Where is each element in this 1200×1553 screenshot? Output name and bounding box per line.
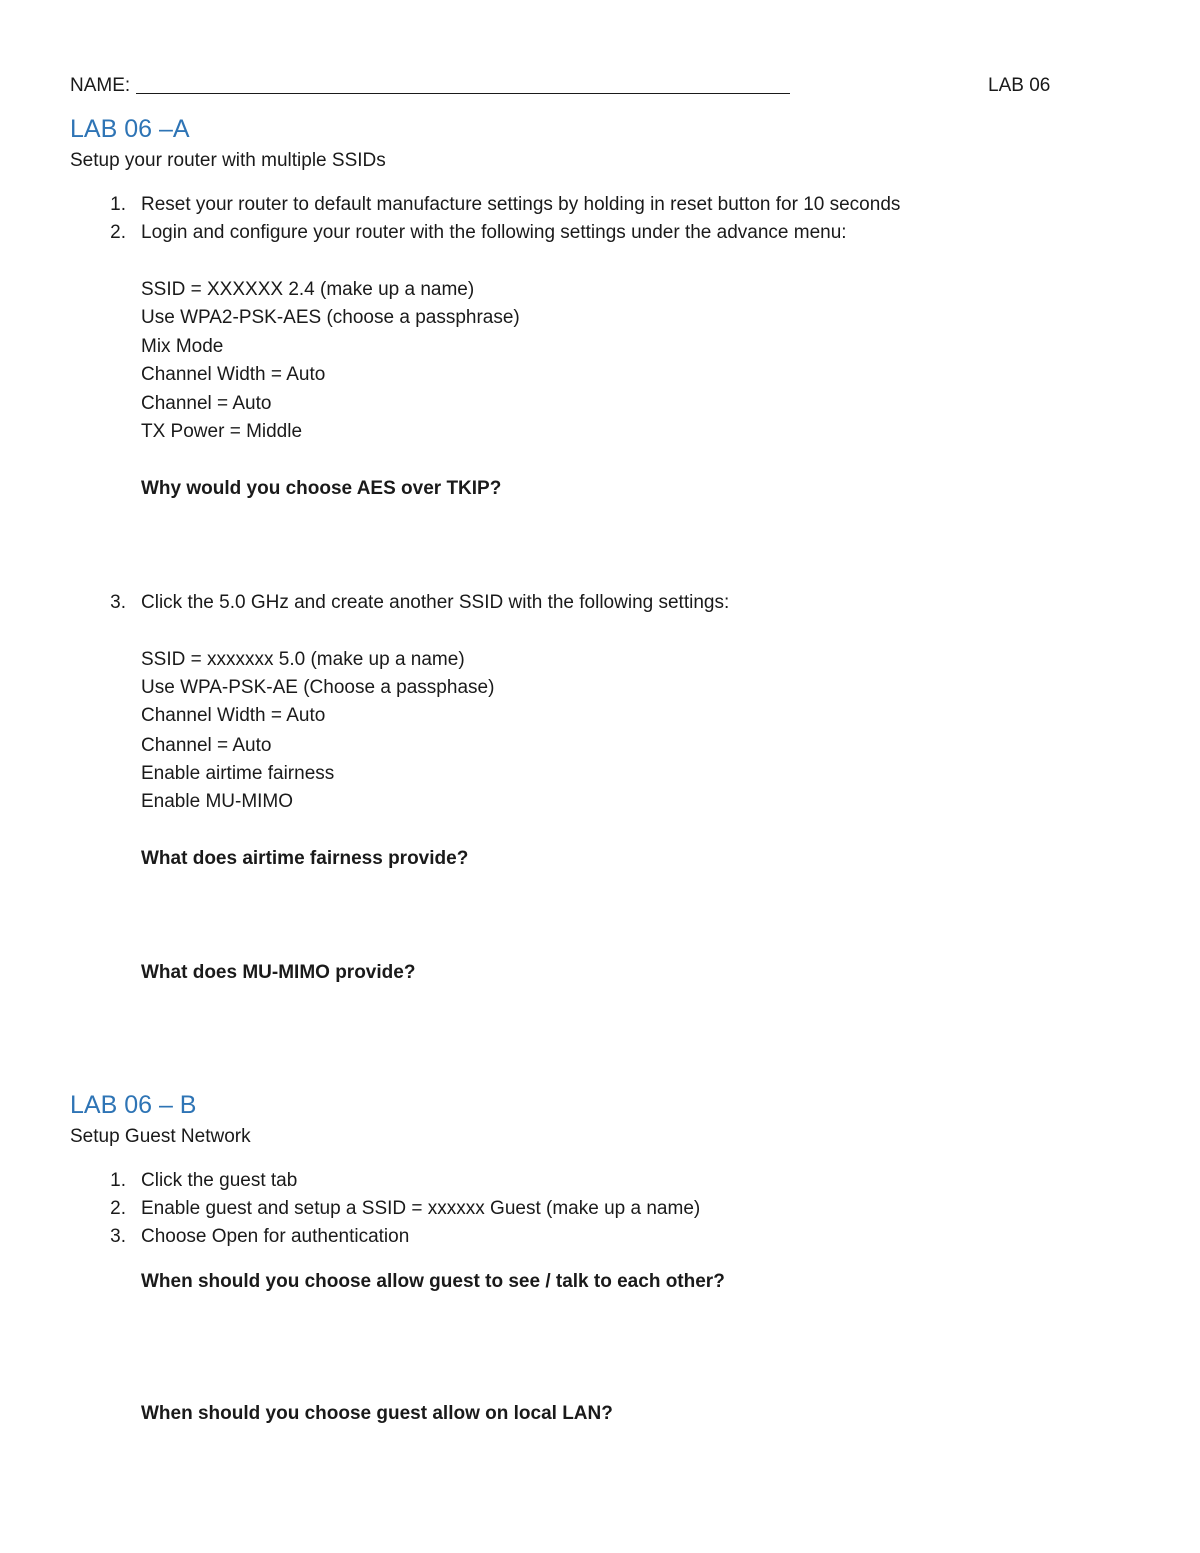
section-a-subtitle: Setup your router with multiple SSIDs <box>70 150 386 171</box>
step-b3-text: Choose Open for authentication <box>141 1226 410 1247</box>
step-a3-text: Click the 5.0 GHz and create another SSID with the following settings: <box>141 592 730 613</box>
step-b2-text: Enable guest and setup a SSID = xxxxxx Guest (make up a name) <box>141 1198 701 1219</box>
question-guest-lan: When should you choose guest allow on local LAN? <box>141 1403 613 1424</box>
question-mumimo: What does MU-MIMO provide? <box>141 962 416 983</box>
setting-50-airtime: Enable airtime fairness <box>141 763 335 784</box>
step-a1-text: Reset your router to default manufacture settings by holding in reset button for 10 seconds <box>141 194 901 215</box>
step-a3-number: 3. <box>110 592 126 613</box>
setting-24-channel: Channel = Auto <box>141 393 272 414</box>
question-airtime: What does airtime fairness provide? <box>141 848 469 869</box>
question-guest-talk: When should you choose allow guest to see / talk to each other? <box>141 1271 725 1292</box>
step-b1-number: 1. <box>110 1170 126 1191</box>
step-b2-number: 2. <box>110 1198 126 1219</box>
setting-24-tx-power: TX Power = Middle <box>141 421 303 442</box>
name-underline <box>136 93 790 94</box>
setting-50-security: Use WPA-PSK-AE (Choose a passphase) <box>141 677 495 698</box>
setting-50-channel-width: Channel Width = Auto <box>141 705 326 726</box>
setting-24-mode: Mix Mode <box>141 336 224 357</box>
name-label: NAME: <box>70 75 131 96</box>
step-a1-number: 1. <box>110 194 126 215</box>
setting-24-ssid: SSID = XXXXXX 2.4 (make up a name) <box>141 279 475 300</box>
section-a-title: LAB 06 –A <box>70 115 190 143</box>
setting-24-security: Use WPA2-PSK-AES (choose a passphrase) <box>141 307 520 328</box>
step-b3-number: 3. <box>110 1226 126 1247</box>
setting-24-channel-width: Channel Width = Auto <box>141 364 326 385</box>
question-aes: Why would you choose AES over TKIP? <box>141 478 502 499</box>
section-b-title: LAB 06 – B <box>70 1091 197 1119</box>
step-a2-text: Login and configure your router with the following settings under the advance menu: <box>141 222 847 243</box>
setting-50-mumimo: Enable MU-MIMO <box>141 791 294 812</box>
setting-50-channel: Channel = Auto <box>141 735 272 756</box>
setting-50-ssid: SSID = xxxxxxx 5.0 (make up a name) <box>141 649 465 670</box>
lab-id: LAB 06 <box>988 75 1051 96</box>
step-a2-number: 2. <box>110 222 126 243</box>
section-b-subtitle: Setup Guest Network <box>70 1126 251 1147</box>
step-b1-text: Click the guest tab <box>141 1170 298 1191</box>
